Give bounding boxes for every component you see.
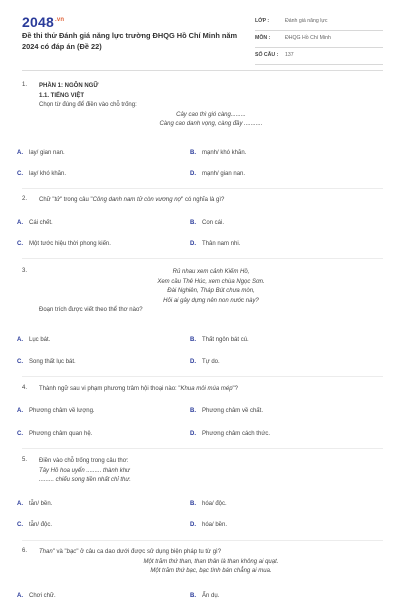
header-divider — [22, 70, 383, 71]
question-prompt: Điền vào chỗ trống trong câu thơ: — [39, 458, 129, 464]
verse-line: Một trăm thứ than, than thân là than không ai quạt. — [143, 558, 279, 565]
logo-text: 2048 — [22, 14, 54, 30]
prompt-text: " và " — [52, 549, 67, 555]
option-b[interactable] — [190, 501, 227, 507]
option-label: C. — [17, 359, 23, 365]
option-label: A. — [17, 337, 23, 343]
prompt-text: " có nghĩa là gì? — [181, 197, 225, 203]
prompt-text: "? — [232, 386, 239, 392]
option-c[interactable] — [17, 431, 92, 437]
verse-line: Xem cầu Thê Húc, xem chùa Ngọc Sơn. — [157, 278, 265, 285]
verse-line: Tây Hồ hoa uyển ......... thành khư — [39, 467, 130, 474]
prompt-emphasis: Công danh nam tử còn vương nợ — [92, 197, 182, 203]
meta-row-count — [255, 48, 383, 65]
option-b[interactable] — [190, 408, 263, 414]
option-d[interactable] — [190, 522, 227, 528]
option-text: mạnh/ gian nan. — [202, 171, 246, 177]
question-body — [39, 385, 383, 395]
verse-line: Một trăm thứ bạc, bạc tình bán chẳng ai mua. — [150, 568, 272, 574]
option-text: Một tước hiệu thời phong kiến. — [29, 241, 111, 247]
option-d[interactable] — [190, 171, 245, 177]
question-divider — [22, 188, 383, 189]
option-label: D. — [190, 171, 196, 177]
option-a[interactable] — [17, 408, 95, 414]
verse-line: Càng cao danh vọng, càng đầy ........... — [159, 121, 263, 127]
option-text: Phương châm cách thức. — [202, 431, 270, 437]
meta-row-class — [255, 14, 383, 31]
option-text: Chơi chữ. — [29, 593, 56, 599]
option-text: Cái chết. — [29, 220, 53, 226]
option-a[interactable] — [17, 593, 56, 599]
question-divider — [22, 540, 383, 541]
meta-value: ĐHQG Hồ Chí Minh — [285, 35, 331, 41]
question-prompt — [39, 548, 383, 558]
question-body — [39, 548, 383, 577]
prompt-text: Thành ngữ sau vi phạm phương trâm hội thoại nào: " — [39, 386, 181, 392]
option-text: Thất ngôn bát cú. — [202, 337, 249, 343]
verse-line: Rủ nhau xem cảnh Kiếm Hồ, — [172, 269, 250, 275]
option-label: B. — [190, 593, 196, 599]
meta-value: Đánh giá năng lực — [285, 18, 328, 24]
option-c[interactable] — [17, 359, 76, 365]
option-text: tẫn/ độc. — [29, 522, 53, 528]
option-a[interactable] — [17, 337, 50, 343]
option-text: Phương châm về lượng. — [29, 408, 95, 414]
option-text: Tự do. — [202, 359, 220, 365]
option-text: Thân nam nhi. — [202, 241, 241, 247]
prompt-emphasis: Than — [39, 549, 53, 555]
option-text: hóa/ độc. — [202, 501, 227, 507]
option-label: B. — [190, 220, 196, 226]
meta-label: SỐ CÂU : — [255, 52, 279, 58]
prompt-emphasis: Khua môi múa mép — [180, 386, 233, 392]
option-c[interactable] — [17, 171, 66, 177]
option-text: Song thất lục bát. — [29, 359, 76, 365]
meta-value: 137 — [285, 52, 294, 58]
question-number: 3. — [22, 268, 28, 274]
option-label: A. — [17, 150, 23, 156]
verse-line: Đài Nghiên, Tháp Bút chưa mòn, — [167, 288, 255, 294]
prompt-text: Chữ " — [39, 197, 55, 203]
option-b[interactable] — [190, 220, 224, 226]
option-label: A. — [17, 501, 23, 507]
question-number: 4. — [22, 385, 28, 391]
option-text: Con cái. — [202, 220, 225, 226]
option-label: C. — [17, 522, 23, 528]
section-heading: 1.1. TIẾNG VIỆT — [39, 92, 85, 99]
option-text: Ẩn dụ. — [202, 593, 220, 599]
verse-line: ......... chiếu song tiền nhất chỉ thư. — [39, 477, 131, 483]
option-label: C. — [17, 171, 23, 177]
option-label: A. — [17, 408, 23, 414]
question-divider — [22, 376, 383, 377]
question-divider — [22, 258, 383, 259]
option-d[interactable] — [190, 359, 220, 365]
option-label: D. — [190, 241, 196, 247]
meta-row-subject — [255, 31, 383, 48]
verse-line: Hỏi ai gây dựng nên non nước này? — [163, 297, 259, 304]
option-label: B. — [190, 337, 196, 343]
question-number: 6. — [22, 548, 28, 554]
question-body — [39, 268, 383, 316]
option-b[interactable] — [190, 337, 249, 343]
meta-label: LỚP : — [255, 18, 270, 24]
option-label: D. — [190, 522, 196, 528]
question-body — [39, 457, 383, 486]
option-text: Lục bát. — [29, 337, 51, 343]
option-text: mạnh/ khó khăn. — [202, 150, 247, 156]
option-d[interactable] — [190, 241, 240, 247]
option-text: lay/ gian nan. — [29, 150, 65, 156]
question-body — [39, 196, 383, 206]
prompt-emphasis: tử — [54, 197, 60, 203]
question-prompt — [39, 385, 383, 395]
option-text: tẫn/ bền. — [29, 501, 53, 507]
question-prompt — [39, 196, 383, 206]
option-a[interactable] — [17, 220, 53, 226]
question-prompt: Đoạn trích được viết theo thể thơ nào? — [39, 307, 143, 313]
verse-line: Cây cao thì gió càng......... — [176, 111, 246, 118]
exam-meta — [255, 14, 383, 65]
logo-suffix: .vn — [54, 17, 65, 24]
option-label: C. — [17, 241, 23, 247]
option-c[interactable] — [17, 241, 111, 247]
option-d[interactable] — [190, 431, 270, 437]
option-text: hóa/ bền. — [202, 522, 228, 528]
option-a[interactable] — [17, 150, 65, 156]
question-body — [39, 82, 383, 130]
option-b[interactable] — [190, 593, 219, 599]
option-label: B. — [190, 501, 196, 507]
question-prompt: Chọn từ đúng để điền vào chỗ trống: — [39, 102, 137, 108]
option-a[interactable] — [17, 501, 52, 507]
option-b[interactable] — [190, 150, 246, 156]
question-number: 1. — [22, 82, 28, 88]
question-divider — [22, 448, 383, 449]
option-text: lay/ khó khăn. — [29, 171, 67, 177]
question-number: 5. — [22, 457, 28, 463]
option-label: A. — [17, 220, 23, 226]
option-c[interactable] — [17, 522, 52, 528]
option-label: B. — [190, 150, 196, 156]
site-logo[interactable] — [22, 14, 64, 30]
option-label: B. — [190, 408, 196, 414]
exam-title: Đề thi thử Đánh giá năng lực trường ĐHQG Hồ Chí Minh năm 2024 có đáp án (Đề 22) — [22, 31, 238, 51]
option-label: D. — [190, 431, 196, 437]
prompt-text: " ở câu ca dao dưới được sử dụng biện pháp tu từ gì? — [76, 549, 222, 555]
meta-label: MÔN : — [255, 35, 271, 41]
prompt-text: " trong câu " — [59, 197, 93, 203]
option-label: D. — [190, 359, 196, 365]
option-text: Phương châm về chất. — [202, 408, 263, 414]
option-label: C. — [17, 431, 23, 437]
part-heading: PHẦN 1: NGÔN NGỮ — [39, 83, 99, 89]
question-number: 2. — [22, 196, 28, 202]
option-label: A. — [17, 593, 23, 599]
prompt-emphasis: bạc — [66, 549, 77, 555]
option-text: Phương châm quan hệ. — [29, 431, 93, 437]
